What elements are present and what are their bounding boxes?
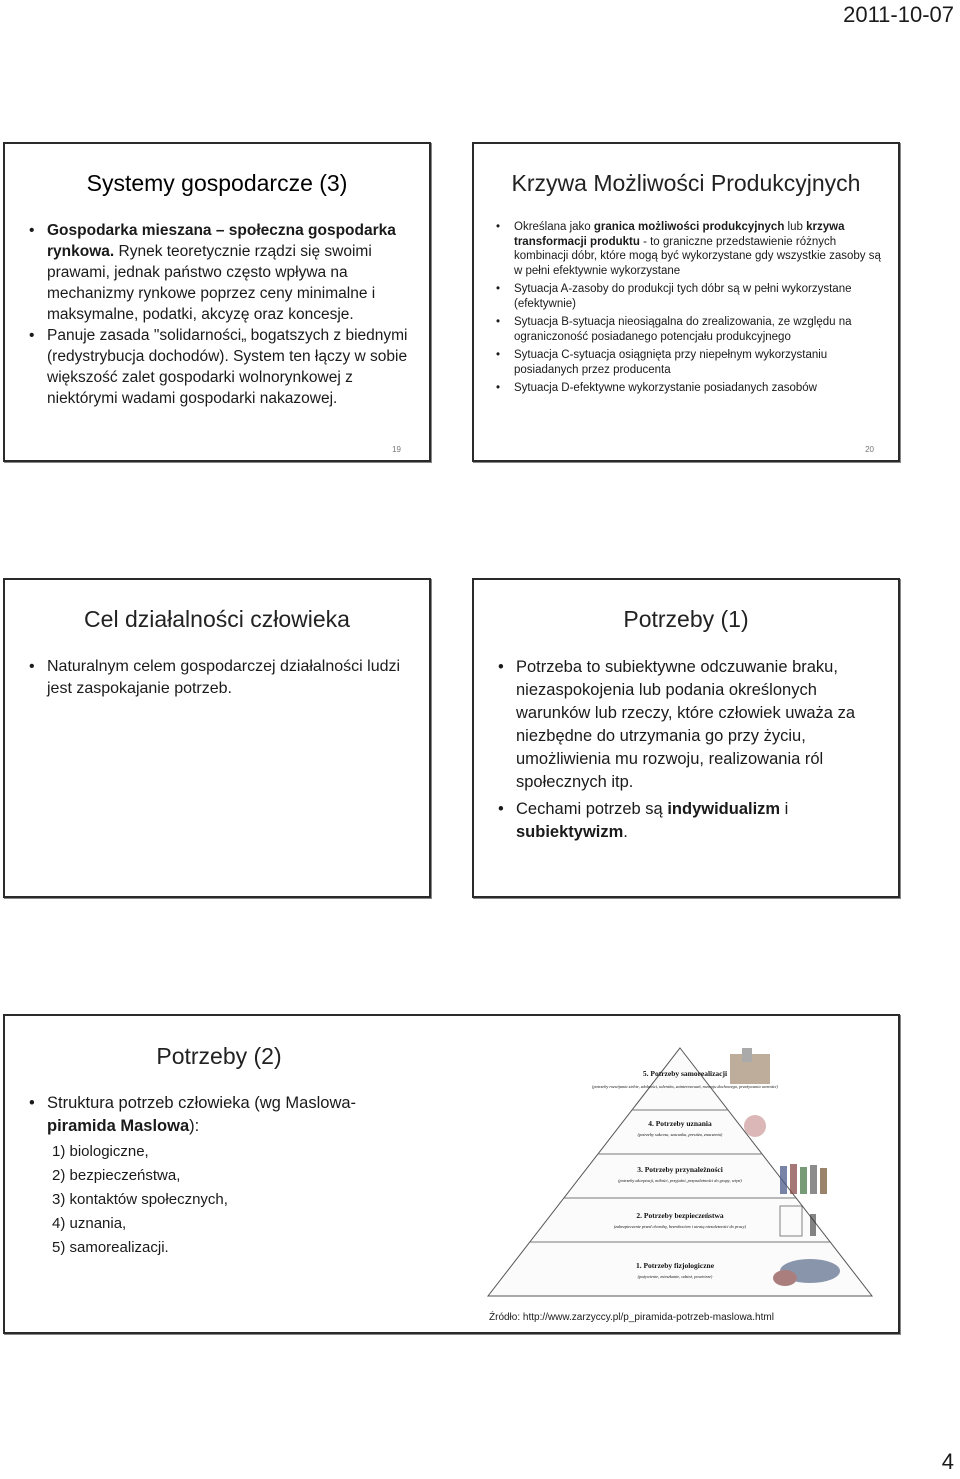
figure-stack <box>742 1048 752 1062</box>
source-caption: Źródło: http://www.zarzyccy.pl/p_piramida-potrzeb-maslowa.html <box>489 1312 774 1323</box>
bold-text: Gospodarka mieszana – społeczna gospodarka rynkowa. <box>47 222 396 260</box>
slide-20 <box>472 142 900 462</box>
page-number: 4 <box>941 1449 954 1474</box>
needs-list <box>52 1140 228 1260</box>
maslow-pyramid <box>480 1046 880 1301</box>
list-item <box>29 220 409 325</box>
item-text: . <box>623 823 628 841</box>
item-text: Cechami potrzeb są <box>516 800 668 818</box>
slide-title: Potrzeby (2) <box>156 1043 282 1069</box>
list-item: 3) kontaktów społecznych, <box>52 1191 228 1208</box>
slide-19 <box>3 142 431 462</box>
bullet-list <box>29 1092 389 1138</box>
slide-title: Krzywa Możliwości Produkcyjnych <box>511 170 861 196</box>
level1-subtitle: (pożywienie, mieszkanie, odzież, powietrze) <box>637 1274 713 1279</box>
bold-text: indywidualizm <box>667 800 781 818</box>
slide-23 <box>3 1014 900 1334</box>
level4-title: 4. Potrzeby uznania <box>648 1119 712 1128</box>
list-item: • Sytuacja D-efektywne wykorzystanie posiadanych zasobów <box>496 381 886 396</box>
item-text: ): <box>189 1117 200 1135</box>
slide-number: 20 <box>865 445 874 454</box>
item-text: Rynek teoretycznie rządzi się swoimi prawami, jednak państwo często wpływa na mechanizmy rynkowe poprzez ceny minimalne i maksymalne, podatki, akcyzę oraz koncesje. <box>47 243 376 323</box>
list-item <box>29 1092 389 1138</box>
list-item: • Potrzeba to subiektywne odczuwanie braku, niezaspokojenia lub podania określonych warunków lub rzeczy, które człowiek uważa za niezbędne do utrzymania go przy życiu, umożliwienia mu rozwoju, realizowania ról społecznych itp. <box>498 656 878 794</box>
figure-hand <box>744 1115 766 1137</box>
list-item <box>498 798 878 844</box>
list-item: • Sytuacja B-sytuacja nieosiągalna do zrealizowania, ze względu na ograniczoność posiadanego potencjału produkcyjnego <box>496 315 886 344</box>
level5-subtitle: (potrzeby rozwijania siebie, zdolności, talentów, zainteresowań, rozwoju duchowego, przeżywania wartości) <box>592 1084 778 1089</box>
list-item: • Panuje zasada "solidarności„ bogatszych z biednymi (redystrybucja dochodów). System ten łączy w sobie większość zalet gospodarki wolnorynkowej z niektórymi wadami gospodarki nakazowej. <box>29 325 409 409</box>
level3-subtitle: (potrzeby akceptacji, miłości, przyjaźni, przynależności do grupy, więzi) <box>618 1178 742 1183</box>
list-item: • Naturalnym celem gospodarczej działalności ludzi jest zaspokajanie potrzeb. <box>29 656 409 700</box>
bold-text: subiektywizm <box>516 823 624 841</box>
level3-title: 3. Potrzeby przynależności <box>637 1165 723 1174</box>
list-item: • Sytuacja A-zasoby do produkcji tych dóbr są w pełni wykorzystane (efektywnie) <box>496 282 886 311</box>
bullet-list <box>496 220 886 396</box>
item-text: i <box>780 800 789 818</box>
page-date: 2011-10-07 <box>843 2 954 27</box>
list-item: 4) uznania, <box>52 1215 127 1232</box>
list-item: 2) bezpieczeństwa, <box>52 1167 181 1184</box>
list-item: 5) samorealizacji. <box>52 1239 169 1256</box>
bold-text: granica możliwości produkcyjnych <box>593 221 785 233</box>
slide-21 <box>3 578 431 898</box>
slide-title: Potrzeby (1) <box>623 606 749 632</box>
item-text: - to graniczne przedstawienie różnych kombinacji dóbr, które mogą być wykorzystane gdy wszystkie zasoby są w pełni efektywnie wykorzystane <box>514 235 881 277</box>
slide-title: Systemy gospodarcze (3) <box>86 170 348 196</box>
level2-subtitle: (zabezpieczenie przed chorobą, bezrobociem i utratą niezależności do pracy) <box>613 1224 747 1229</box>
item-text: lub <box>784 221 807 233</box>
slide-number: 19 <box>392 445 401 454</box>
item-text: Określana jako <box>514 221 594 233</box>
level4-subtitle: (potrzeby sukcesu, szacunku, prestiżu, znaczenia) <box>637 1132 723 1137</box>
bullet-list <box>29 220 409 409</box>
level5-title: 5. Potrzeby samorealizacji <box>642 1069 728 1078</box>
slide-22 <box>472 578 900 898</box>
bold-text: piramida Maslowa <box>47 1117 190 1135</box>
item-text: Struktura potrzeb człowieka (wg Maslowa- <box>47 1094 357 1112</box>
list-item: • Sytuacja C-sytuacja osiągnięta przy niepełnym wykorzystaniu posiadanych przez producenta <box>496 348 886 377</box>
list-item <box>496 220 886 278</box>
level1-title: 1. Potrzeby fizjologiczne <box>635 1261 715 1270</box>
bullet-list <box>29 656 409 700</box>
list-item: 1) biologiczne, <box>52 1143 149 1160</box>
bold-text: krzywa transformacji produktu <box>514 221 845 248</box>
level2-title: 2. Potrzeby bezpieczeństwa <box>636 1211 724 1220</box>
bullet-list <box>498 656 878 844</box>
slide-title: Cel działalności człowieka <box>84 606 350 632</box>
